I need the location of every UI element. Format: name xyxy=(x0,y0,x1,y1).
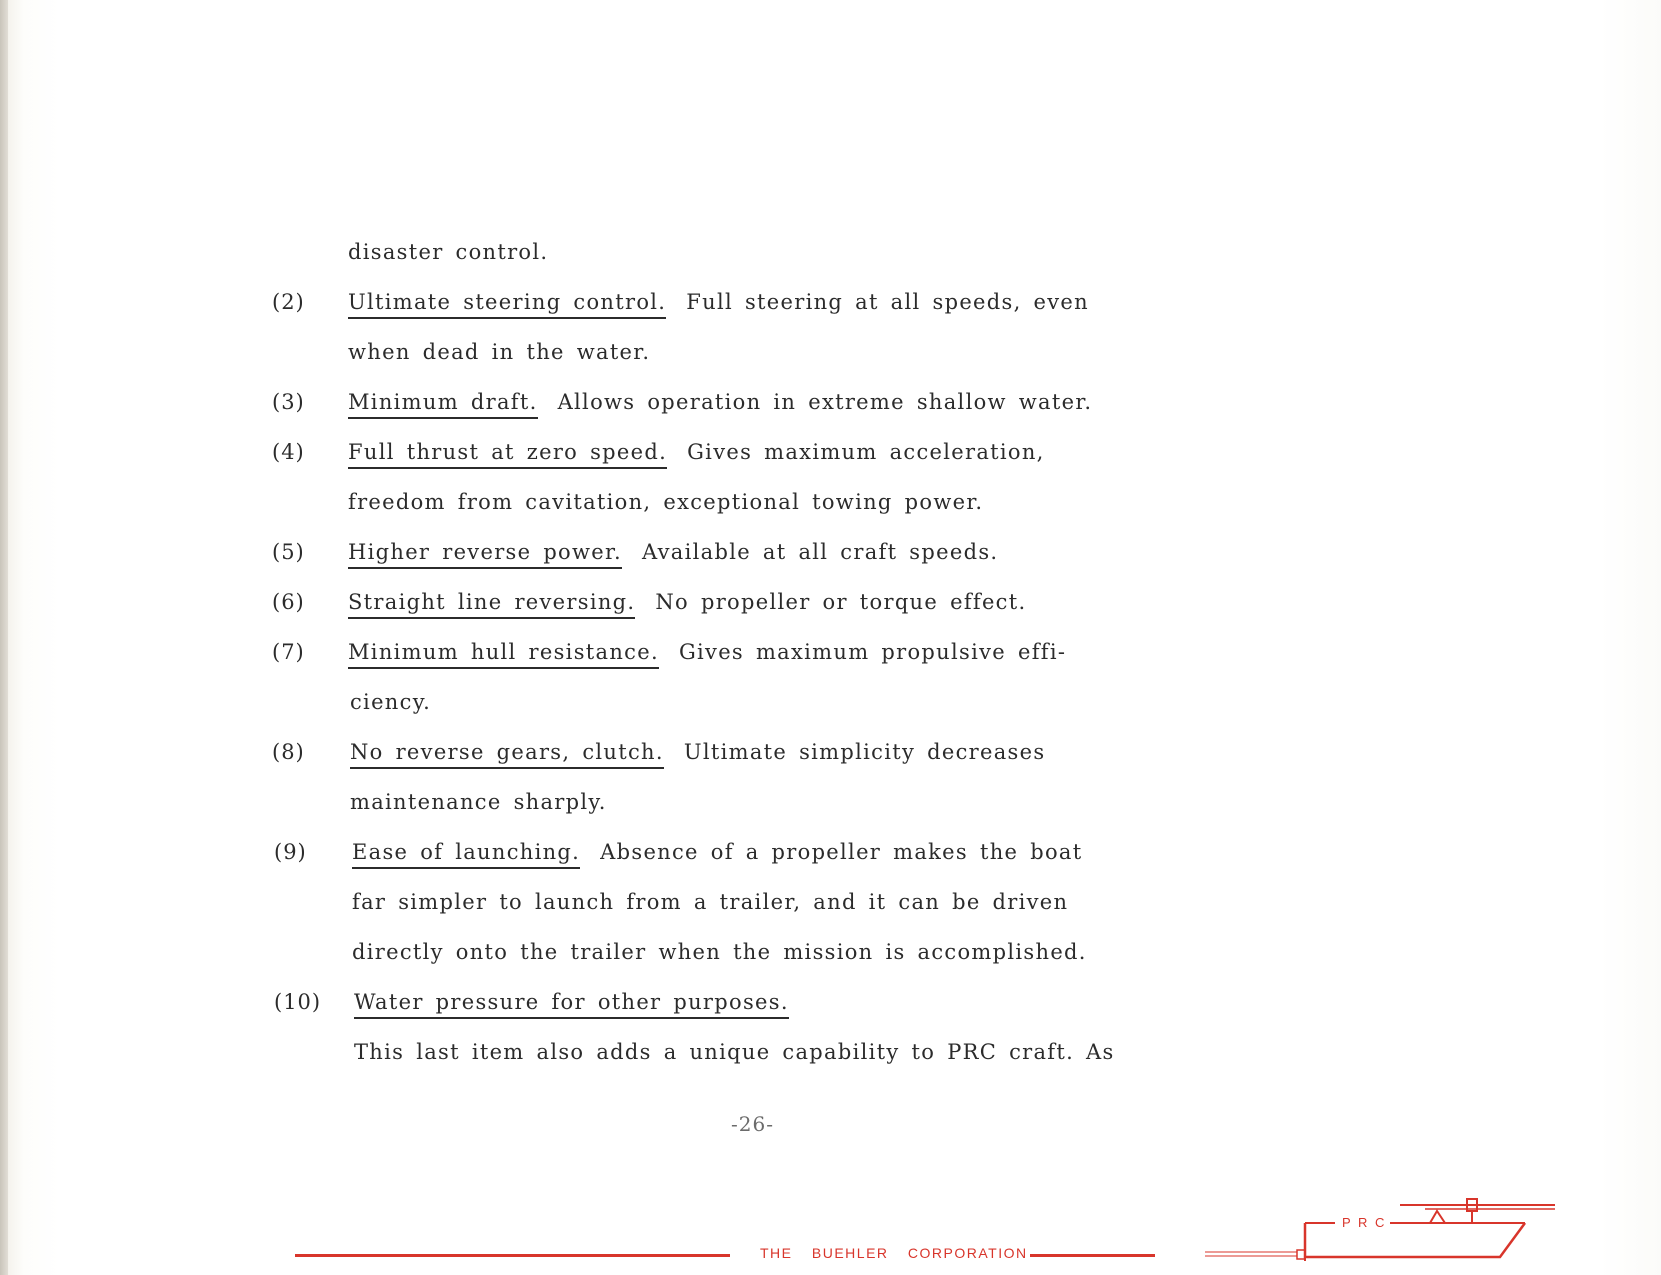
text-line: when dead in the water. xyxy=(348,340,651,364)
item-number: (2) xyxy=(272,290,305,314)
prc-boat-logo-icon xyxy=(1205,1195,1565,1265)
footer-rule-left xyxy=(295,1254,730,1257)
item-heading: No reverse gears, clutch. xyxy=(350,740,664,769)
item-number: (9) xyxy=(274,840,307,864)
logo-text: P R C xyxy=(1342,1215,1387,1230)
text-line: This last item also adds a unique capability to PRC craft. As xyxy=(354,1040,1115,1064)
item-heading: Ultimate steering control. xyxy=(348,290,666,319)
list-item xyxy=(348,442,1045,463)
item-heading: Full thrust at zero speed. xyxy=(348,440,667,469)
item-description: Gives maximum acceleration, xyxy=(687,440,1045,464)
footer-rule-right xyxy=(1030,1254,1155,1257)
item-description: Gives maximum propulsive effi- xyxy=(678,640,1067,664)
text-line: freedom from cavitation, exceptional towing power. xyxy=(348,490,984,514)
item-description: Ultimate simplicity decreases xyxy=(683,740,1046,764)
text-line: disaster control. xyxy=(348,240,549,264)
list-item xyxy=(350,742,1045,763)
text-line: maintenance sharply. xyxy=(350,790,607,814)
item-description: No propeller or torque effect. xyxy=(655,590,1027,614)
binding-edge xyxy=(0,0,8,1275)
item-heading: Water pressure for other purposes. xyxy=(354,990,789,1019)
item-description: Absence of a propeller makes the boat xyxy=(600,840,1083,864)
page-number: -26- xyxy=(731,1112,774,1136)
list-item xyxy=(348,292,1089,313)
item-number: (8) xyxy=(272,740,305,764)
item-heading: Higher reverse power. xyxy=(348,540,622,569)
item-number: (7) xyxy=(272,640,305,664)
item-description: Allows operation in extreme shallow water. xyxy=(557,390,1093,414)
item-heading: Minimum draft. xyxy=(348,390,538,419)
text-line: far simpler to launch from a trailer, and it can be driven xyxy=(352,890,1069,914)
item-number: (3) xyxy=(272,390,305,414)
item-description: Available at all craft speeds. xyxy=(642,540,999,564)
list-item xyxy=(348,542,998,563)
item-number: (6) xyxy=(272,590,305,614)
list-item xyxy=(354,992,809,1013)
list-item xyxy=(348,642,1066,663)
item-number: (4) xyxy=(272,440,305,464)
text-line: ciency. xyxy=(350,690,432,714)
list-item xyxy=(348,592,1026,613)
item-heading: Straight line reversing. xyxy=(348,590,635,619)
item-number: (5) xyxy=(272,540,305,564)
footer-company-name: THE BUEHLER CORPORATION xyxy=(760,1245,1028,1261)
item-heading: Minimum hull resistance. xyxy=(348,640,659,669)
item-description: Full steering at all speeds, even xyxy=(686,290,1089,314)
list-item xyxy=(348,392,1092,413)
text-line: directly onto the trailer when the mission is accomplished. xyxy=(352,940,1087,964)
list-item xyxy=(352,842,1082,863)
item-heading: Ease of launching. xyxy=(352,840,580,869)
item-number: (10) xyxy=(274,990,322,1014)
